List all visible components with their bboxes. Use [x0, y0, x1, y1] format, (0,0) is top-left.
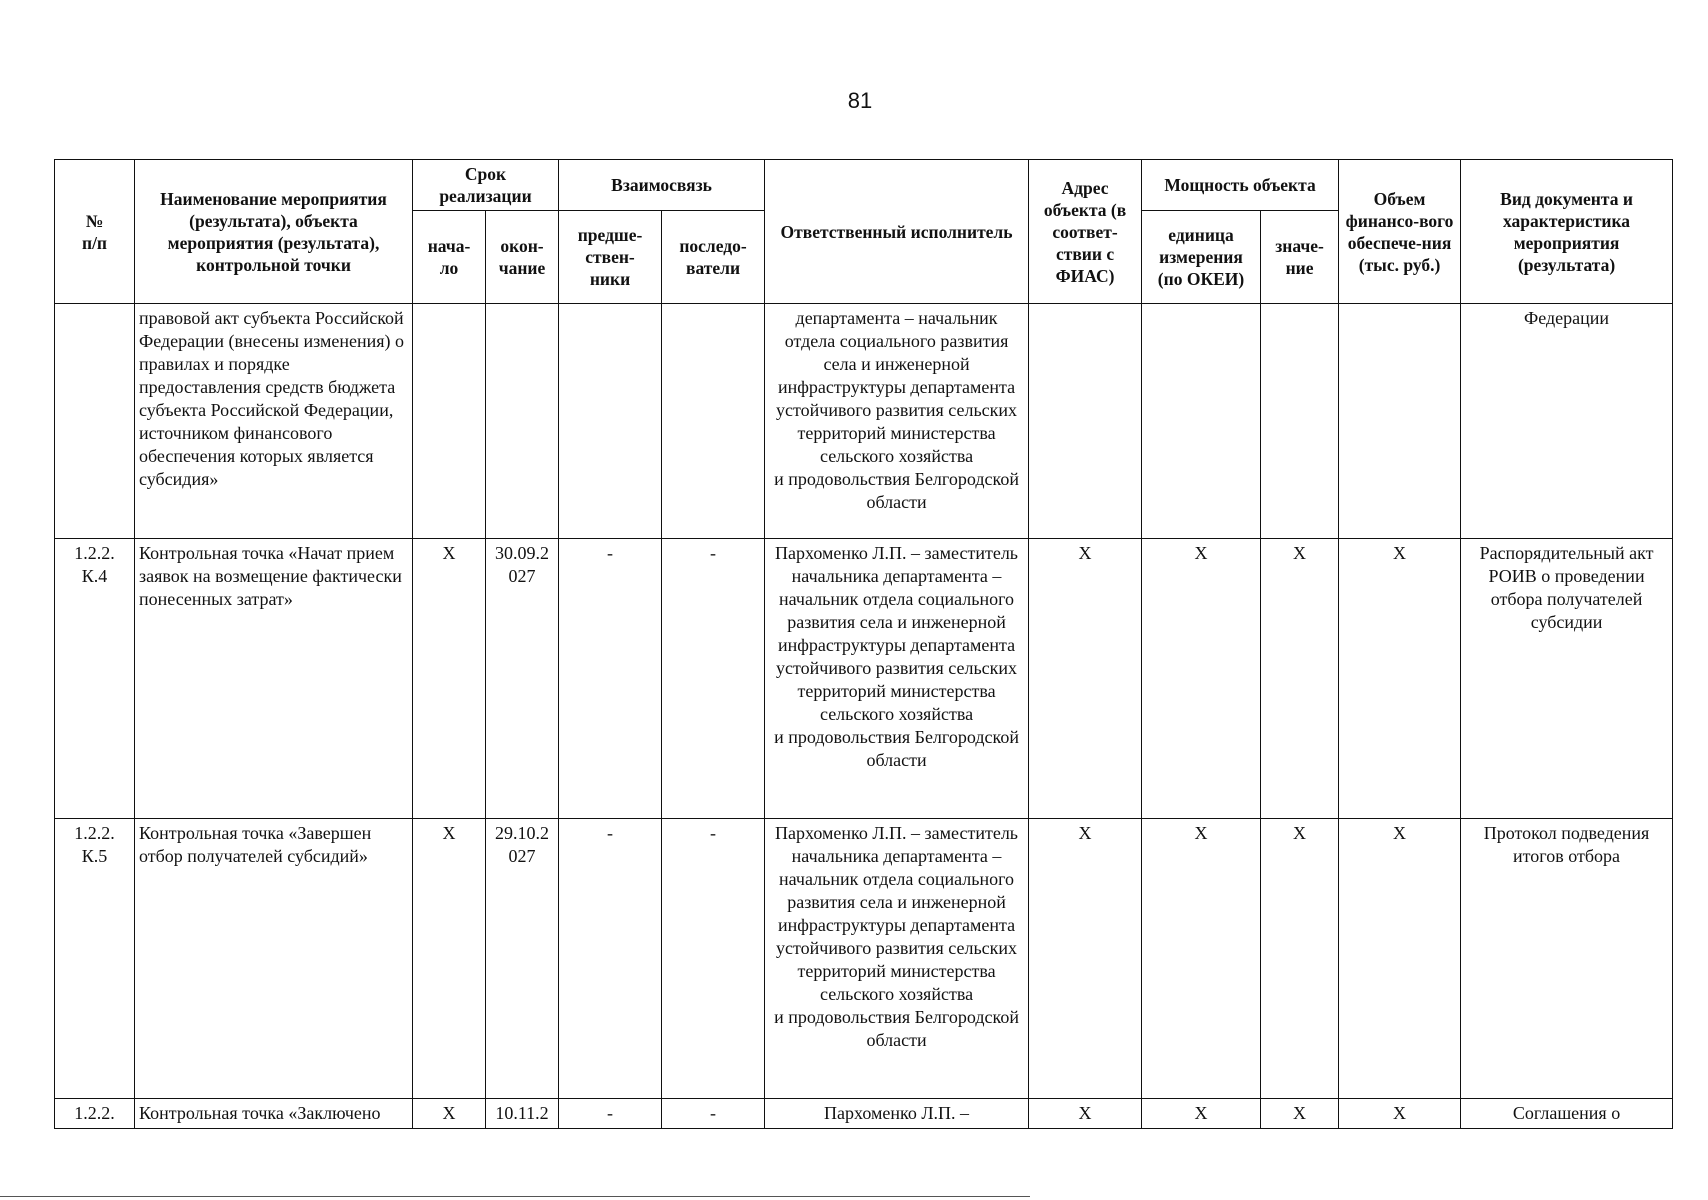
cell-prev: -	[559, 1099, 662, 1129]
cell-volume: X	[1339, 1099, 1461, 1129]
cell-end: 29.10.2 027	[486, 819, 559, 1099]
cell-next	[662, 304, 765, 539]
cell-address: X	[1029, 1099, 1142, 1129]
header-volume: Объем финансо-вого обеспече-ния (тыс. руб.)	[1339, 160, 1461, 304]
header-num: № п/п	[55, 160, 135, 304]
table-row	[55, 304, 1673, 539]
cell-next: -	[662, 1099, 765, 1129]
cell-start	[413, 304, 486, 539]
cell-prev: -	[559, 819, 662, 1099]
header-unit: единица измерения (по ОКЕИ)	[1142, 211, 1261, 304]
cell-value: X	[1261, 819, 1339, 1099]
cell-num: 1.2.2.	[55, 1099, 135, 1129]
header-value: значе- ние	[1261, 211, 1339, 304]
header-prev: предше- ствен- ники	[559, 211, 662, 304]
cell-responsible: Пархоменко Л.П. –	[765, 1099, 1029, 1129]
cell-responsible: Пархоменко Л.П. – заместитель начальника департамента – начальник отдела социального развития села и инженерной инфраструктуры департамента устойчивого развития сельских территорий министерства сельского хозяйства и продовольствия Белгородской области	[765, 539, 1029, 819]
cell-value: X	[1261, 539, 1339, 819]
table-header	[55, 160, 1673, 304]
cell-name: Контрольная точка «Заключено	[135, 1099, 413, 1129]
cell-name: правовой акт субъекта Российской Федерации (внесены изменения) о правилах и порядке предоставления средств бюджета субъекта Российской Федерации, источником финансового обеспечения которых является субсидия»	[135, 304, 413, 539]
cell-end	[486, 304, 559, 539]
table-row	[55, 819, 1673, 1099]
cell-doc: Федерации	[1461, 304, 1673, 539]
table-row	[55, 1099, 1673, 1129]
cell-num: 1.2.2. К.4	[55, 539, 135, 819]
cell-responsible: Пархоменко Л.П. – заместитель начальника департамента – начальник отдела социального развития села и инженерной инфраструктуры департамента устойчивого развития сельских территорий министерства сельского хозяйства и продовольствия Белгородской области	[765, 819, 1029, 1099]
cell-unit: X	[1142, 819, 1261, 1099]
cell-address: X	[1029, 819, 1142, 1099]
cell-prev	[559, 304, 662, 539]
cell-next: -	[662, 819, 765, 1099]
cell-volume: X	[1339, 819, 1461, 1099]
scan-edge-line	[0, 1196, 1030, 1197]
cell-end: 30.09.2 027	[486, 539, 559, 819]
page-number: 81	[847, 88, 873, 113]
cell-doc: Протокол подведения итогов отбора	[1461, 819, 1673, 1099]
cell-unit: X	[1142, 1099, 1261, 1129]
header-end: окон- чание	[486, 211, 559, 304]
plan-table	[54, 159, 1673, 1129]
cell-unit	[1142, 304, 1261, 539]
header-responsible: Ответственный исполнитель	[765, 160, 1029, 304]
header-name: Наименование мероприятия (результата), объекта мероприятия (результата), контрольной точки	[135, 160, 413, 304]
header-doc: Вид документа и характеристика мероприятия (результата)	[1461, 160, 1673, 304]
cell-start: X	[413, 539, 486, 819]
cell-name: Контрольная точка «Начат прием заявок на возмещение фактически понесенных затрат»	[135, 539, 413, 819]
cell-prev: -	[559, 539, 662, 819]
header-link: Взаимосвязь	[559, 160, 765, 211]
header-start: нача- ло	[413, 211, 486, 304]
cell-next: -	[662, 539, 765, 819]
cell-num	[55, 304, 135, 539]
cell-unit: X	[1142, 539, 1261, 819]
cell-start: X	[413, 1099, 486, 1129]
header-period: Срок реализации	[413, 160, 559, 211]
header-address: Адрес объекта (в соответ-ствии с ФИАС)	[1029, 160, 1142, 304]
cell-num: 1.2.2. К.5	[55, 819, 135, 1099]
cell-volume	[1339, 304, 1461, 539]
cell-address: X	[1029, 539, 1142, 819]
cell-value	[1261, 304, 1339, 539]
cell-volume: X	[1339, 539, 1461, 819]
cell-name: Контрольная точка «Завершен отбор получателей субсидий»	[135, 819, 413, 1099]
header-capacity: Мощность объекта	[1142, 160, 1339, 211]
table-body	[55, 304, 1673, 1129]
table-row	[55, 539, 1673, 819]
cell-start: X	[413, 819, 486, 1099]
header-next: последо- ватели	[662, 211, 765, 304]
cell-responsible: департамента – начальник отдела социального развития села и инженерной инфраструктуры департамента устойчивого развития сельских территорий министерства сельского хозяйства и продовольствия Белгородской области	[765, 304, 1029, 539]
cell-end: 10.11.2	[486, 1099, 559, 1129]
cell-value: X	[1261, 1099, 1339, 1129]
cell-doc: Распорядительный акт РОИВ о проведении отбора получателей субсидии	[1461, 539, 1673, 819]
cell-doc: Соглашения о	[1461, 1099, 1673, 1129]
cell-address	[1029, 304, 1142, 539]
